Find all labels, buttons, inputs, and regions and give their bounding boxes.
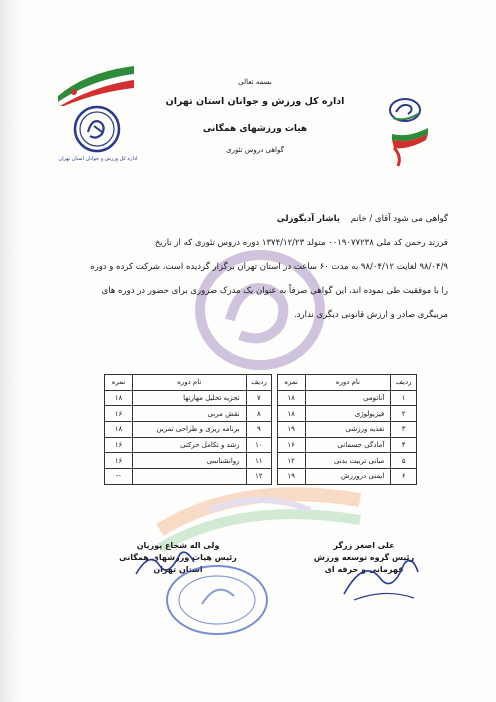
body-line-4: را با موفقیت طی نموده اند، این گواهی صرفاً به عنوان یک مدرک ضروری برای حضور در دوره های bbox=[101, 286, 448, 296]
course-name: آناتومی bbox=[305, 390, 391, 406]
ministry-logo-icon bbox=[72, 104, 122, 154]
course-name: تجزیه تحلیل مهارتها bbox=[132, 390, 246, 406]
course-name: رشد و تکامل حرکتی bbox=[132, 437, 246, 453]
signer-title: رئیس هیات ورزشهای همگانی bbox=[119, 553, 237, 562]
handwritten-signature-icon bbox=[334, 548, 424, 608]
table-header-row bbox=[105, 375, 417, 391]
course-name: برنامه ریزی و طراحی تمرین bbox=[132, 422, 246, 438]
certify-line bbox=[48, 214, 448, 224]
signer-name: ولی اله شجاع پوریان bbox=[136, 541, 220, 550]
grade: ۱۸ bbox=[105, 422, 133, 438]
row-number: ۹ bbox=[246, 422, 272, 438]
grade: ۱۸ bbox=[277, 390, 305, 406]
grade: ۱۶ bbox=[105, 406, 133, 422]
row-number: ۱۰ bbox=[246, 437, 272, 453]
row-number: ۵ bbox=[391, 453, 417, 469]
course-name: تغذیه ورزشی bbox=[305, 422, 391, 438]
signer-title-2: استان تهران bbox=[153, 565, 203, 574]
iran-flag-icon bbox=[56, 62, 136, 106]
grade: ۱۹ bbox=[277, 469, 305, 485]
header-grade: نمره bbox=[105, 375, 133, 391]
table-row bbox=[105, 422, 417, 438]
organization-name: اداره کل ورزش و جوانان استان تهران bbox=[165, 96, 345, 107]
header-row-number: ردیف bbox=[391, 375, 417, 391]
course-name: ایمنی درورزش bbox=[305, 469, 391, 485]
document-title: گواهی دروس تئوری bbox=[226, 146, 284, 154]
grade: ۱۶ bbox=[277, 437, 305, 453]
header-grade: نمره bbox=[277, 375, 305, 391]
header-course-name: نام دوره bbox=[305, 375, 391, 391]
table-row bbox=[105, 390, 417, 406]
course-name: مبانی تربیت بدنی bbox=[305, 453, 391, 469]
course-name: روانشناسی bbox=[132, 453, 246, 469]
body-line-3: ۹۸/۰۴/۹ لغایت ۹۸/۰۴/۱۲ به مدت ۶۰ ساعت در استان تهران برگزار گردیده است، شرکت کرده و دوره bbox=[90, 262, 448, 272]
table-row bbox=[105, 453, 417, 469]
signer-title-2: قهرمانی و حرفه ای bbox=[324, 565, 404, 574]
handwritten-signature-icon bbox=[130, 544, 200, 584]
header-course-name: نام دوره bbox=[132, 375, 246, 391]
row-number: ۳ bbox=[391, 422, 417, 438]
table-row bbox=[105, 406, 417, 422]
signer-title: رئیس گروه توسعه ورزش bbox=[313, 553, 415, 562]
course-name: فیزیولوژی bbox=[305, 406, 391, 422]
grade: ۱۶ bbox=[105, 453, 133, 469]
row-number: ۷ bbox=[246, 390, 272, 406]
body-line-5: مربیگری صادر و ارزش قانونی دیگری ندارد. bbox=[293, 310, 448, 320]
grade: ۱۸ bbox=[277, 406, 305, 422]
row-number: ۱ bbox=[391, 390, 417, 406]
row-number: ۱۲ bbox=[246, 469, 272, 485]
certify-prefix: گواهی می شود آقای / خانم bbox=[350, 214, 448, 224]
logo-caption: اداره کل ورزش و جوانان استان تهران bbox=[58, 156, 138, 162]
header-row-number: ردیف bbox=[246, 375, 272, 391]
grade: ۱۸ bbox=[105, 390, 133, 406]
grade: ۱۲ bbox=[277, 453, 305, 469]
ribbon-flag-icon bbox=[388, 108, 432, 168]
grades-table bbox=[104, 374, 417, 485]
signer-name: علی اصغر زرگر bbox=[333, 541, 395, 550]
bismillah-heading: بسمه تعالی bbox=[238, 78, 272, 86]
grade: -- bbox=[105, 469, 133, 485]
grade: ۱۶ bbox=[105, 437, 133, 453]
row-number: ۴ bbox=[391, 437, 417, 453]
row-number: ۲ bbox=[391, 406, 417, 422]
body-line-2: فرزند رحمن کد ملی ۰۰۱۹۰۷۷۲۳۸ متولد ۱۳۷۴/۱۲/۲۳ دوره دروس تئوری که از تاریخ bbox=[154, 238, 448, 248]
row-number: ۶ bbox=[391, 469, 417, 485]
grade: ۱۹ bbox=[277, 422, 305, 438]
row-number: ۱۱ bbox=[246, 453, 272, 469]
scan-edge-shadow bbox=[0, 0, 22, 702]
table-row bbox=[105, 437, 417, 453]
course-name: آمادگی جسمانی bbox=[305, 437, 391, 453]
person-name: یاشار آدیگوزلی bbox=[276, 214, 340, 224]
row-number: ۸ bbox=[246, 406, 272, 422]
course-name: نقش مربی bbox=[132, 406, 246, 422]
board-name: هیات ورزشهای همگانی bbox=[202, 124, 308, 134]
